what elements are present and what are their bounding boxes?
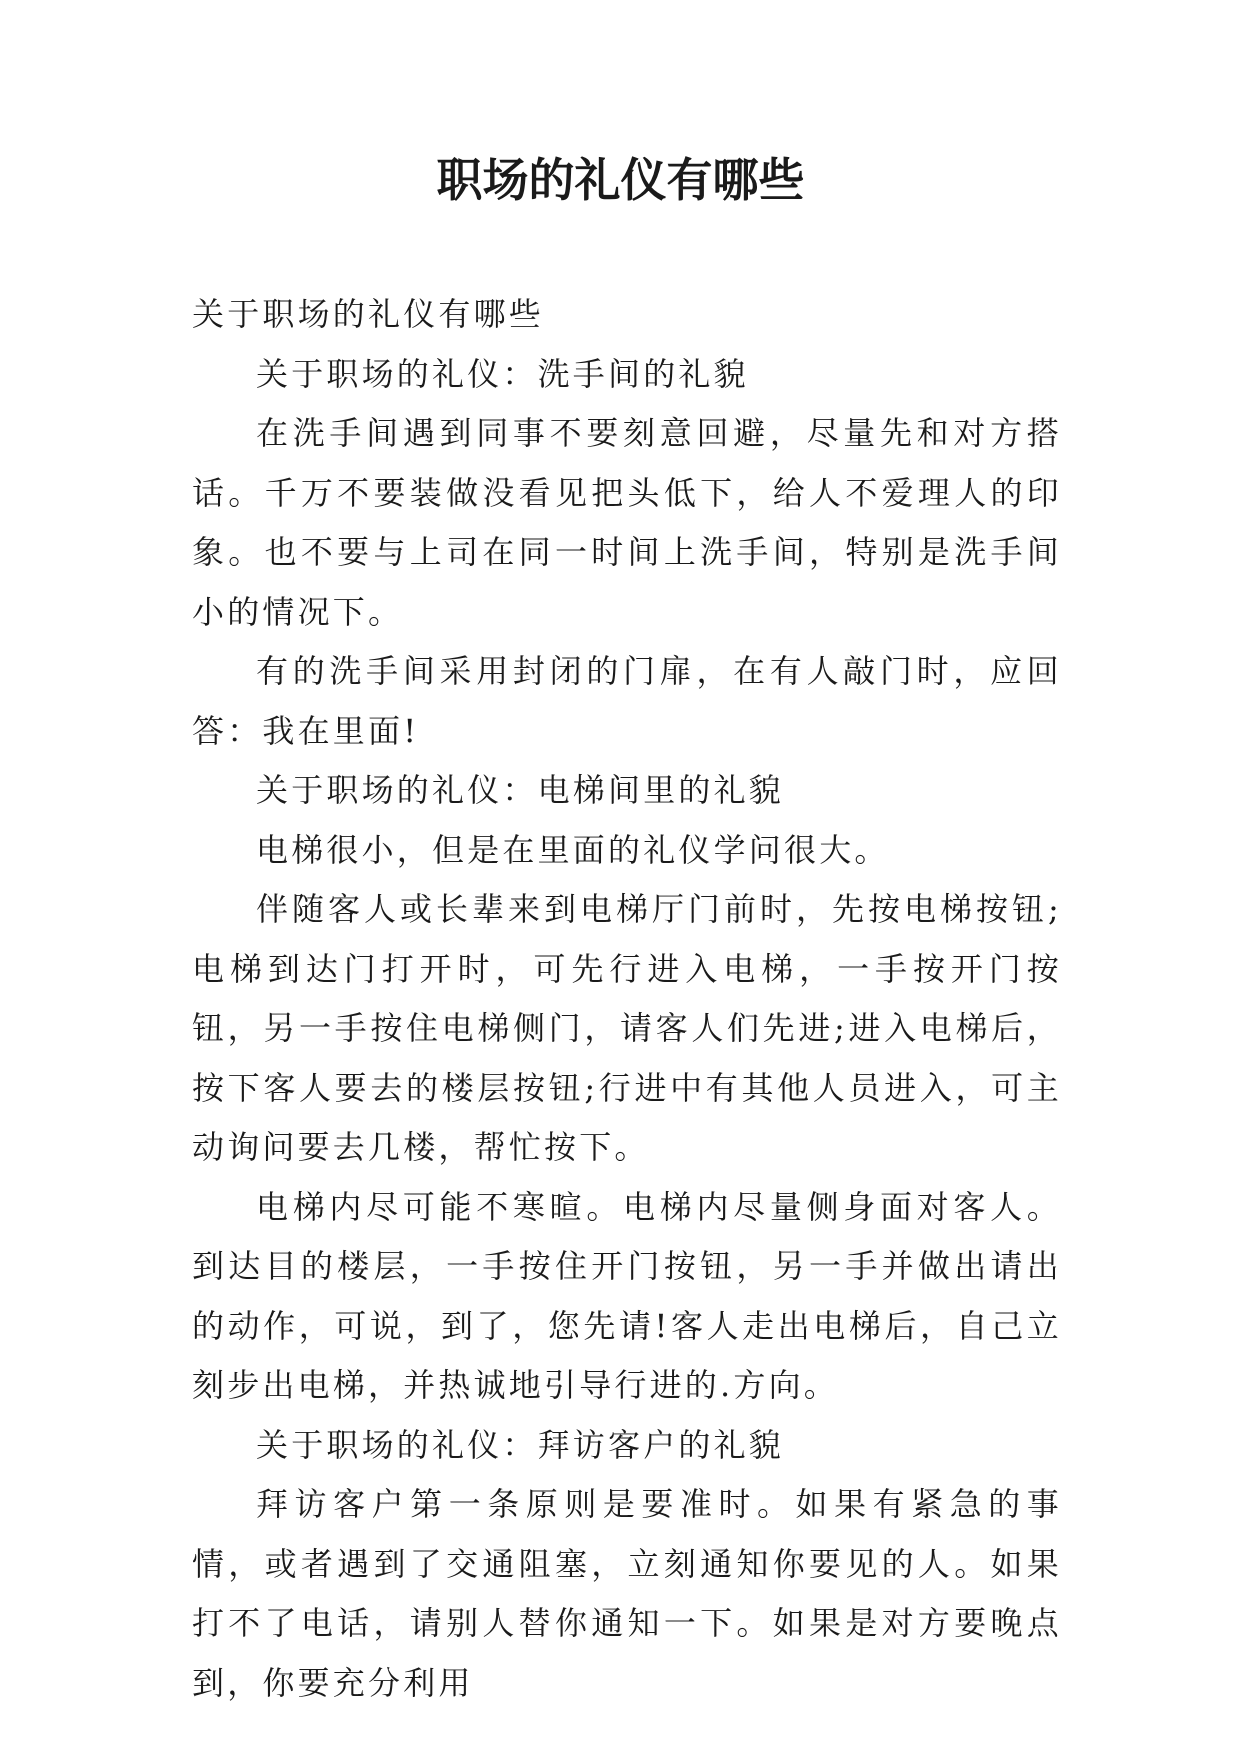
- section-heading-visit: 关于职场的礼仪：拜访客户的礼貌: [256, 1425, 785, 1464]
- intro-line: 关于职场的礼仪有哪些: [192, 295, 545, 333]
- section-heading-elevator: 关于职场的礼仪：电梯间里的礼貌: [256, 771, 785, 809]
- paragraph-elevator-2: 伴随客人或长辈来到电梯厅门前时，先按电梯按钮;电梯到达门打开时，可先行进入电梯，一手按开门按钮，另一手按住电梯侧门，请客人们先进;进入电梯后，按下客人要去的楼层按钮;行进中有其他人员进入，可主动询问要去几楼，帮忙按下。: [192, 890, 1062, 1166]
- section-heading-restroom: 关于职场的礼仪：洗手间的礼貌: [256, 354, 749, 393]
- paragraph-elevator-3: 电梯内尽可能不寒暄。电梯内尽量侧身面对客人。到达目的楼层，一手按住开门按钮，另一手并做出请出的动作，可说，到了，您先请!客人走出电梯后，自己立刻步出电梯，并热诚地引导行进的.方向。: [192, 1187, 1062, 1404]
- document-body: [192, 285, 1062, 1713]
- document-title: 职场的礼仪有哪些: [436, 153, 805, 207]
- paragraph-restroom-2: 有的洗手间采用封闭的门扉，在有人敲门时，应回答：我在里面!: [192, 652, 1062, 750]
- paragraph-restroom-1: 在洗手间遇到同事不要刻意回避，尽量先和对方搭话。千万不要装做没看见把头低下，给人不爱理人的印象。也不要与上司在同一时间上洗手间，特别是洗手间小的情况下。: [192, 414, 1062, 631]
- paragraph-elevator-1: 电梯很小，但是在里面的礼仪学问很大。: [256, 830, 890, 869]
- paragraph-visit-1: 拜访客户第一条原则是要准时。如果有紧急的事情，或者遇到了交通阻塞，立刻通知你要见的人。如果打不了电话，请别人替你通知一下。如果是对方要晚点到，你要充分利用: [192, 1485, 1062, 1702]
